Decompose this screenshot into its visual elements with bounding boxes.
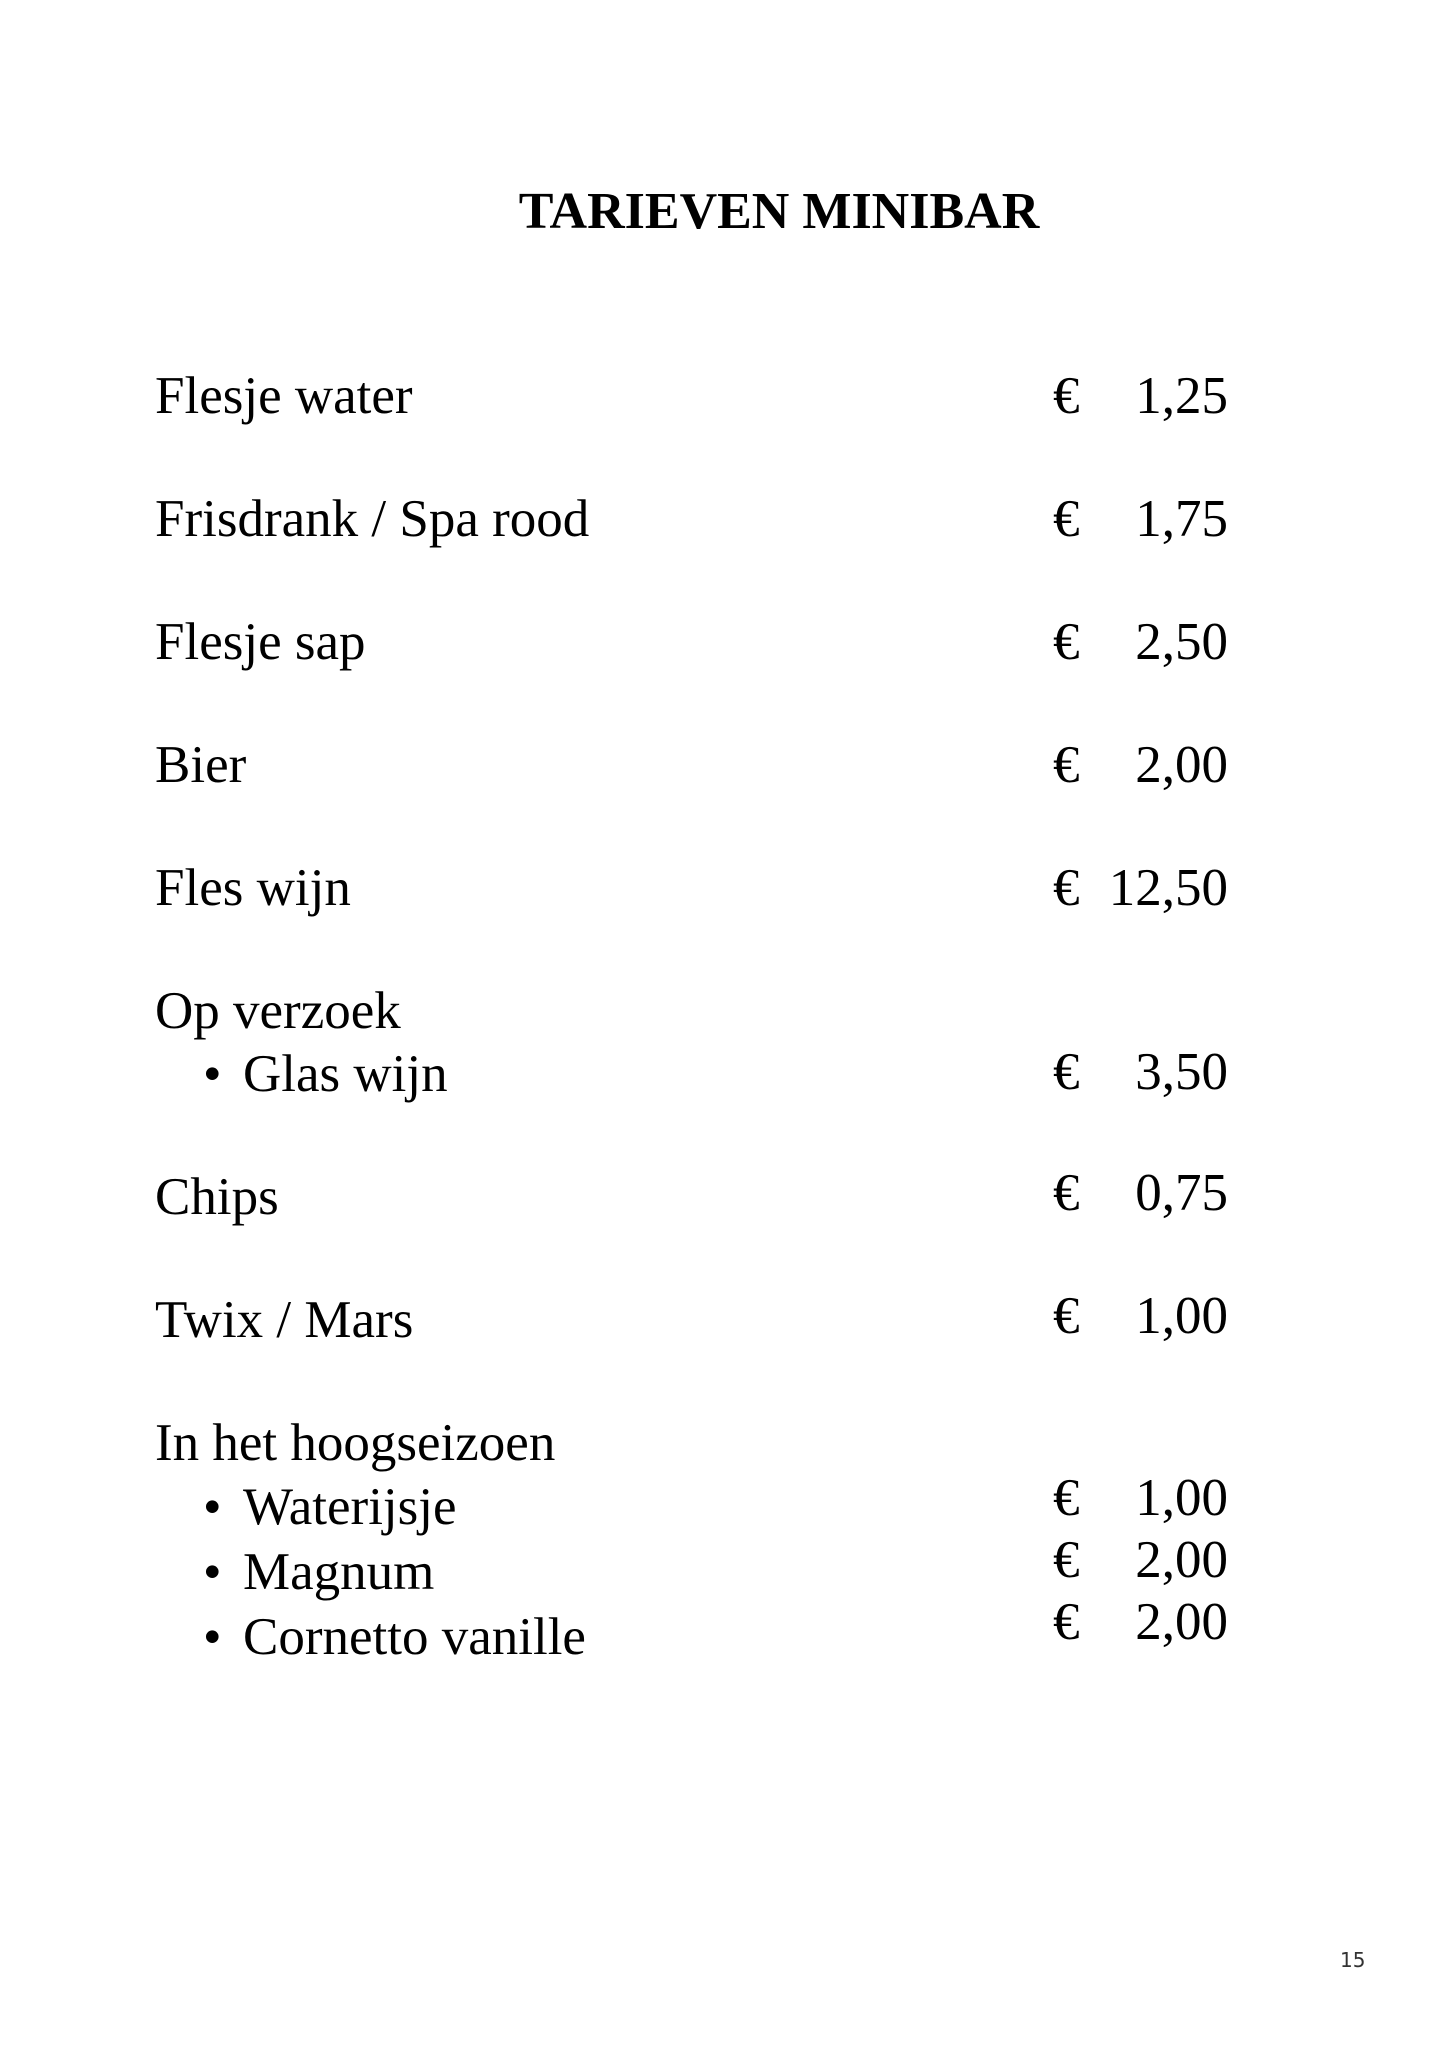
item-label (203, 1540, 434, 1604)
item-label: Twix / Mars (155, 1291, 414, 1349)
currency-symbol: € (1053, 736, 1080, 794)
item-label: Frisdrank / Spa rood (155, 490, 590, 548)
page-title: TARIEVEN MINIBAR (518, 183, 1040, 240)
currency-symbol: € (1053, 367, 1080, 425)
currency-symbol: € (1053, 613, 1080, 671)
item-label (203, 1605, 586, 1669)
item-label: Bier (155, 736, 247, 794)
item-label: Chips (155, 1168, 279, 1226)
subitem-label: Glas wijn (243, 1045, 448, 1103)
price-amount: 1,00 (1135, 1469, 1228, 1527)
section-heading: In het hoogseizoen (155, 1414, 556, 1472)
bullet-icon: • (203, 1608, 222, 1666)
subitem-label: Cornetto vanille (243, 1608, 586, 1666)
price-amount: 1,00 (1135, 1287, 1228, 1345)
currency-symbol: € (1053, 1164, 1080, 1222)
subitem-label: Magnum (243, 1543, 435, 1601)
price-amount: 2,00 (1135, 736, 1228, 794)
subitem-label: Waterijsje (243, 1478, 457, 1536)
currency-symbol: € (1053, 1593, 1080, 1651)
currency-symbol: € (1053, 1043, 1080, 1101)
currency-symbol: € (1053, 1287, 1080, 1345)
price-amount: 1,25 (1135, 367, 1228, 425)
price-amount: 1,75 (1135, 490, 1228, 548)
bullet-icon: • (203, 1045, 222, 1103)
bullet-icon: • (203, 1478, 222, 1536)
price-amount: 0,75 (1135, 1164, 1228, 1222)
price-amount: 2,00 (1135, 1593, 1228, 1651)
section-heading: Op verzoek (155, 982, 401, 1040)
price-amount: 2,00 (1135, 1531, 1228, 1589)
currency-symbol: € (1053, 1531, 1080, 1589)
bullet-icon: • (203, 1543, 222, 1601)
item-label (203, 1042, 448, 1106)
item-label: Flesje water (155, 367, 413, 425)
page-number: 15 (1340, 1948, 1366, 1972)
price-amount: 12,50 (1108, 859, 1228, 917)
item-label: Flesje sap (155, 613, 366, 671)
price-amount: 3,50 (1135, 1043, 1228, 1101)
item-label (203, 1475, 457, 1539)
currency-symbol: € (1053, 1469, 1080, 1527)
currency-symbol: € (1053, 859, 1080, 917)
price-amount: 2,50 (1135, 613, 1228, 671)
currency-symbol: € (1053, 490, 1080, 548)
item-label: Fles wijn (155, 859, 351, 917)
